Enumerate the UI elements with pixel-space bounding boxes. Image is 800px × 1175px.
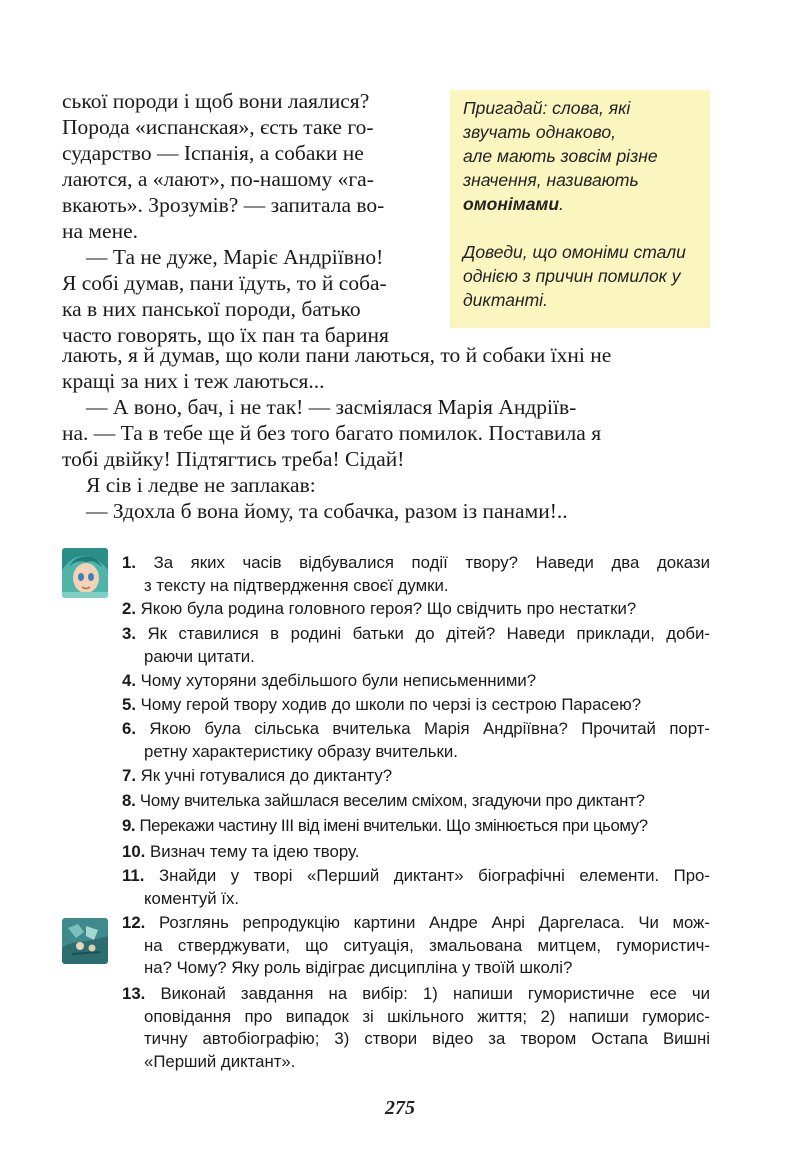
story-line: вкають». Зрозумів? — запитала во- [62, 193, 385, 217]
question-text: раючи цитати. [144, 646, 255, 666]
question-item [122, 718, 710, 763]
painting-thumbnail-icon [62, 918, 108, 964]
note-term: омонімами [463, 194, 560, 214]
question-text: Знайди у творі «Перший диктант» біографічні елементи. Про- [158, 866, 710, 885]
question-item [122, 983, 710, 1073]
question-number: 8. [122, 791, 136, 810]
story-line: часто говорять, що їх пан та бариня [62, 323, 389, 347]
note-line: омонімами. [463, 194, 564, 214]
question-text: коментуй їх. [144, 888, 240, 908]
question-text: За яких часів відбувалися події твору? Наведи два докази [153, 553, 710, 572]
story-line: сударство — Іспанія, а собаки не [62, 141, 364, 165]
note-line: звучать однаково, [463, 122, 616, 142]
question-text: Якою була сільська вчителька Марія Андріївна? Прочитай порт- [149, 719, 710, 738]
question-text: на стверджувати, що ситуація, змальована митцем, гумористич- [144, 935, 710, 955]
story-line: — А воно, бач, і не так! — засміялася Марія Андріїв- [86, 395, 577, 419]
note-line: Доведи, що омоніми стали [463, 242, 686, 262]
side-note [450, 90, 710, 328]
story-line: на мене. [62, 219, 138, 243]
question-item [122, 694, 710, 717]
story-line: ської породи і щоб вони лаялися? [62, 89, 370, 113]
question-number: 10. [122, 842, 146, 861]
question-number: 4. [122, 671, 136, 690]
question-item [122, 765, 710, 788]
question-number: 9. [122, 816, 136, 835]
question-item [122, 865, 710, 910]
question-item [122, 552, 710, 597]
story-line: — Здохла б вона йому, та собачка, разом із панами!.. [86, 499, 568, 523]
note-line: однією з причин помилок у [463, 266, 681, 286]
question-number: 5. [122, 695, 136, 714]
question-item [122, 815, 710, 838]
story-line: Я сів і ледве не заплакав: [86, 473, 316, 497]
page-number: 275 [385, 1097, 415, 1119]
question-text: «Перший диктант». [144, 1051, 296, 1071]
question-number: 1. [122, 553, 136, 572]
question-text: Чому герой твору ходив до школи по черзі із сестрою Парасею? [140, 695, 642, 714]
note-line: але мають зовсім різне [463, 146, 658, 166]
question-text: Перекажи частину III від імені вчительки. Що змінюється при цьому? [139, 816, 648, 835]
story-line: на. — Та в тебе ще й без того багато помилок. Поставила я [62, 421, 602, 445]
story-line: кращі за них і теж лаються... [62, 369, 325, 393]
note-line: Пригадай: слова, які [463, 98, 631, 118]
note-line: диктанті. [463, 290, 548, 310]
girl-portrait-icon [62, 548, 108, 598]
question-text: Чому вчителька зайшлася веселим сміхом, згадуючи про диктант? [139, 791, 645, 810]
question-number: 12. [122, 913, 146, 932]
story-line: — Та не дуже, Маріє Андріївно! [86, 245, 384, 269]
question-item [122, 623, 710, 668]
question-number: 6. [122, 719, 136, 738]
question-number: 13. [122, 984, 146, 1003]
question-item [122, 598, 710, 621]
question-text: тичну автобіографію; 3) створи відео за твором Остапа Вишні [144, 1029, 710, 1048]
story-line: лають, я й думав, що коли пани лаються, то й собаки їхні не [62, 343, 612, 367]
note-line: значення, називають [463, 170, 639, 190]
question-text: з тексту на підтвердження своєї думки. [144, 575, 449, 595]
question-number: 11. [122, 866, 145, 885]
story-line: тобі двійку! Підтягтись треба! Сідай! [62, 447, 405, 471]
question-item [122, 912, 710, 980]
question-text: Виконай завдання на вибір: 1) напиши гумористичне есе чи [160, 984, 710, 1003]
question-text: Як ставилися в родині батьки до дітей? Наведи приклади, доби- [147, 624, 711, 643]
story-line: Порода «испанская», єсть таке го- [62, 115, 374, 139]
question-number: 3. [122, 624, 136, 643]
story-line: ка в них панської породи, батько [62, 297, 361, 321]
question-item [122, 790, 710, 813]
question-item [122, 670, 710, 693]
question-text: на? Чому? Яку роль відіграє дисципліна у твоїй школі? [144, 958, 573, 977]
question-text: оповідання про випадок зі шкільного життя; 2) напиши гуморис- [144, 1006, 710, 1026]
question-text: Визнач тему та ідею твору. [150, 842, 360, 861]
question-item [122, 841, 710, 864]
question-text: Якою була родина головного героя? Що свідчить про нестатки? [140, 599, 637, 618]
question-text: Як учні готувалися до диктанту? [140, 766, 393, 785]
question-text: Розглянь репродукцію картини Андре Анрі Даргеласа. Чи мож- [158, 913, 710, 932]
question-number: 7. [122, 766, 136, 785]
question-number: 2. [122, 599, 136, 618]
story-line: Я собі думав, пани їдуть, то й соба- [62, 271, 387, 295]
question-text: ретну характеристику образу вчительки. [144, 741, 458, 761]
story-line: лаются, а «лают», по-нашому «га- [62, 167, 374, 191]
question-text: Чому хуторяни здебільшого були неписьменними? [140, 671, 537, 690]
